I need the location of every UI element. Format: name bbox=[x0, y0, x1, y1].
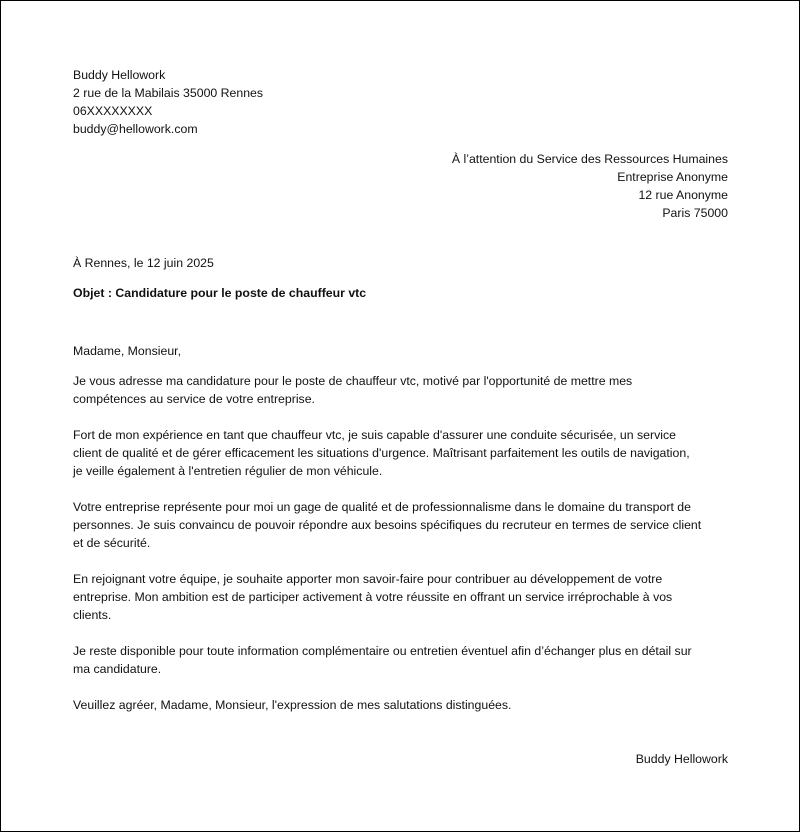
sender-block bbox=[73, 66, 728, 138]
paragraph-line: entreprise. Mon ambition est de participer activement à votre réussite en offrant un service irréprochable à vos bbox=[73, 590, 673, 604]
paragraph-line: compétences au service de votre entreprise. bbox=[73, 392, 315, 406]
paragraph-line: et de sécurité. bbox=[73, 536, 151, 550]
body-paragraph-2 bbox=[73, 426, 728, 480]
paragraph-line: En rejoignant votre équipe, je souhaite apporter mon savoir-faire pour contribuer au développement de votre bbox=[73, 572, 663, 586]
paragraph-line: client de qualité et de gérer efficacement les situations d'urgence. Maîtrisant parfaitement les outils de navigation, bbox=[73, 446, 690, 460]
recipient-block bbox=[73, 150, 728, 222]
paragraph-line: Fort de mon expérience en tant que chauffeur vtc, je suis capable d'assurer une conduite sécurisée, un service bbox=[73, 428, 676, 442]
body-paragraph-1 bbox=[73, 372, 728, 408]
recipient-company: Entreprise Anonyme bbox=[617, 170, 728, 184]
paragraph-line: personnes. Je suis convaincu de pouvoir répondre aux besoins spécifiques du recruteur en termes de service client bbox=[73, 518, 702, 532]
paragraph-line: Je reste disponible pour toute information complémentaire ou entretien éventuel afin d’échanger plus en détail sur bbox=[73, 644, 692, 658]
paragraph-line: Je vous adresse ma candidature pour le poste de chauffeur vtc, motivé par l'opportunité de mettre mes bbox=[73, 374, 633, 388]
recipient-street: 12 rue Anonyme bbox=[638, 188, 728, 202]
letter-signature: Buddy Hellowork bbox=[635, 752, 728, 766]
sender-phone: 06XXXXXXXX bbox=[73, 104, 153, 118]
paragraph-line: ma candidature. bbox=[73, 662, 162, 676]
sender-name: Buddy Hellowork bbox=[73, 68, 166, 82]
body-paragraph-4 bbox=[73, 570, 728, 624]
body-paragraph-3 bbox=[73, 498, 728, 552]
paragraph-line: Votre entreprise représente pour moi un gage de qualité et de professionnalisme dans le domaine du transport de bbox=[73, 500, 691, 514]
sender-address: 2 rue de la Mabilais 35000 Rennes bbox=[73, 86, 264, 100]
letter-subject: Objet : Candidature pour le poste de chauffeur vtc bbox=[73, 286, 367, 300]
letter-salutation: Madame, Monsieur, bbox=[73, 344, 181, 358]
paragraph-line: je veille également à l'entretien régulier de mon véhicule. bbox=[73, 464, 383, 478]
body-paragraph-5 bbox=[73, 642, 728, 678]
recipient-city: Paris 75000 bbox=[662, 206, 728, 220]
letter-closing: Veuillez agréer, Madame, Monsieur, l'expression de mes salutations distinguées. bbox=[73, 698, 512, 712]
recipient-attention: À l’attention du Service des Ressources Humaines bbox=[451, 152, 728, 166]
sender-email: buddy@hellowork.com bbox=[73, 122, 198, 136]
paragraph-line: clients. bbox=[73, 608, 112, 622]
letter-date: À Rennes, le 12 juin 2025 bbox=[73, 256, 214, 270]
